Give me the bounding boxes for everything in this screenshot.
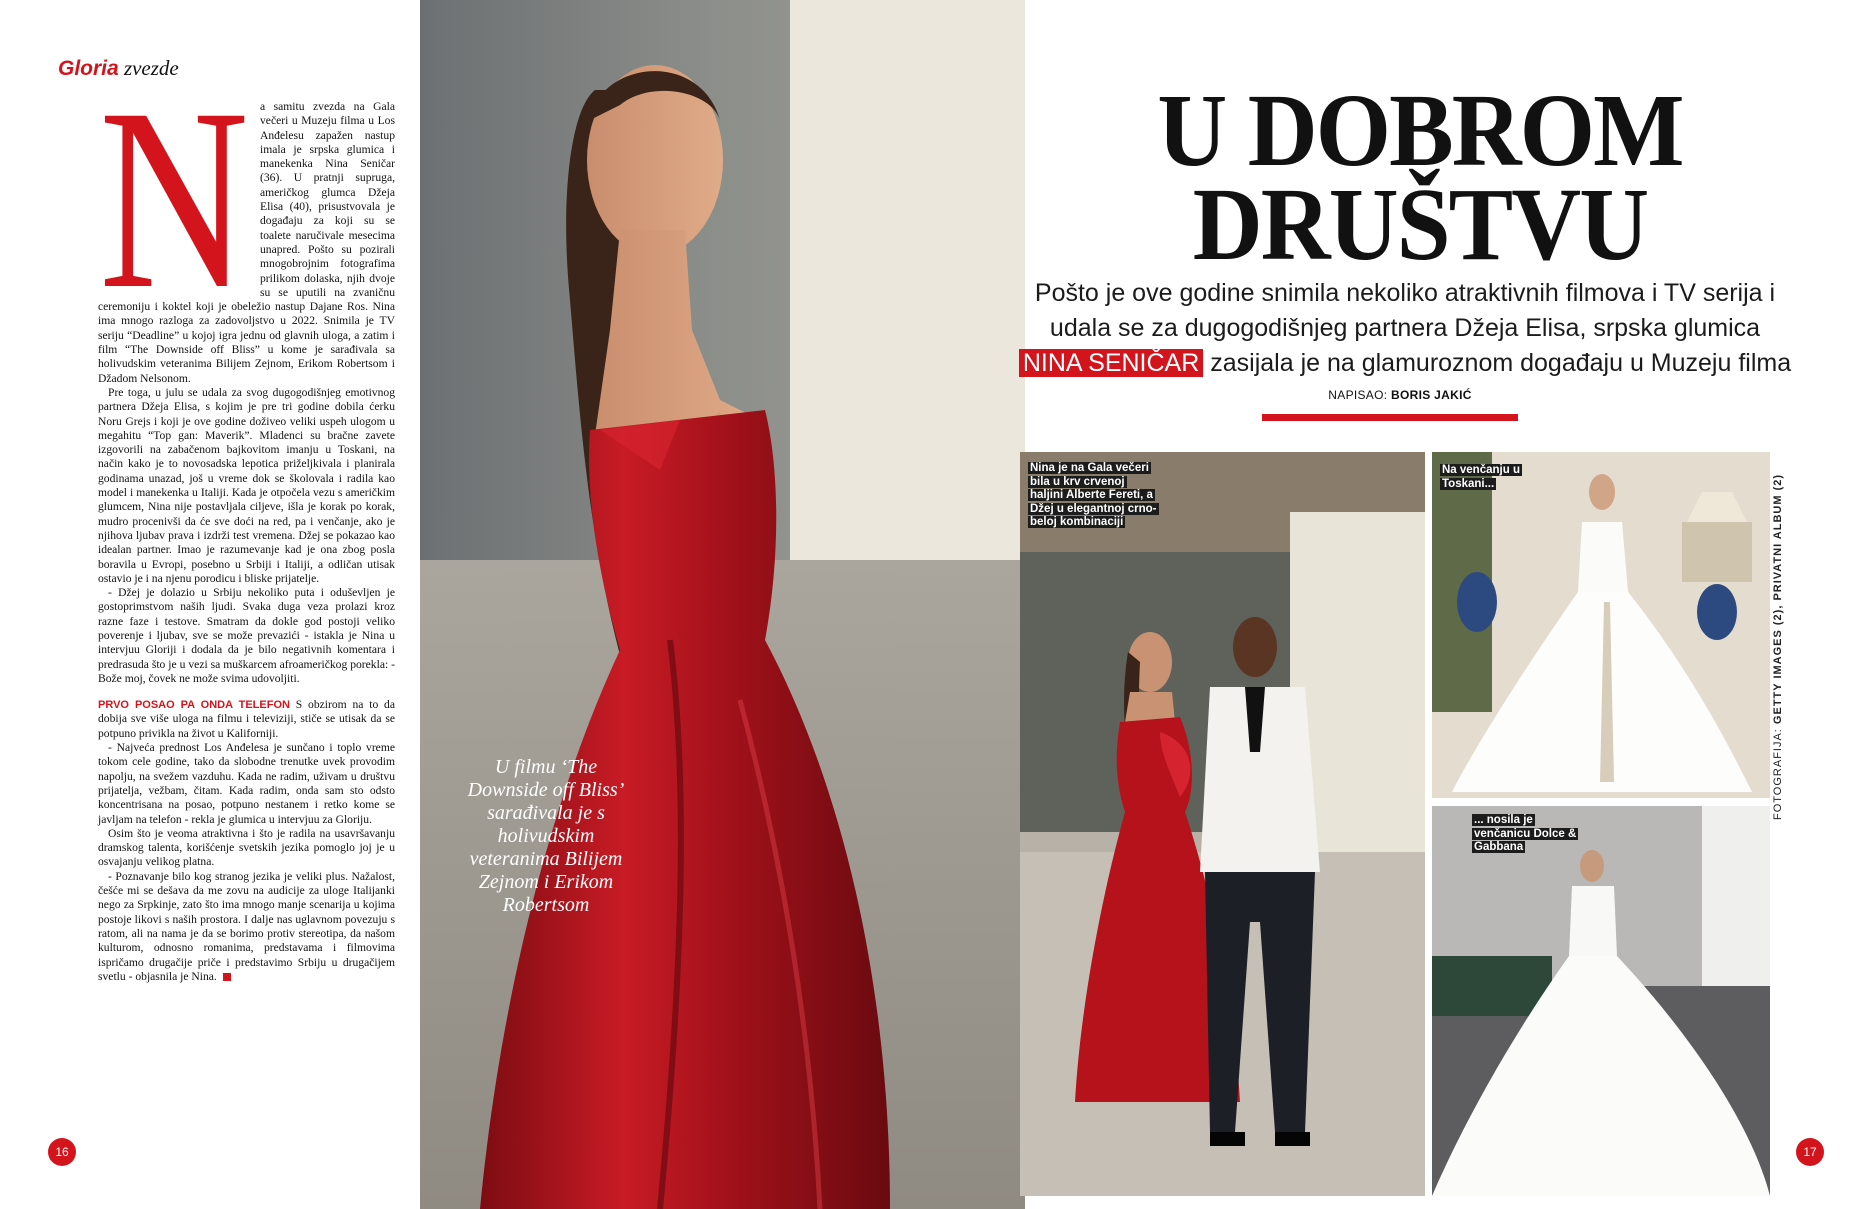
credit-text: GETTY IMAGES (2), PRIVATNI ALBUM (2) — [1772, 473, 1784, 725]
article-paragraph-last: - Poznavanje bilo kog stranog jezika je veliki plus. Nažalost, češće mi se dešava da me zovu na audicije za uloge Italijanki nego za Srpkinje, zato što ima mnogo manje scenarija u kojima postoje likovi s naših prostora. I dalje nas uglavnom povezuju s ratom, ali na nama je da se borimo protiv stereotipa, da našom kulturom, odnosno romanima, predstavama i filmovima ispričamo drugačije priče i predstavimo Srbiju u drugačijem svetlu - objasnila je Nina. — [98, 869, 395, 983]
main-photo-illustration — [420, 0, 1025, 1209]
article-paragraph: Osim što je veoma atraktivna i što je radila na usavršavanju dramskog talenta, korišćenje svetskih jezika pomoglo joj je u osvajanju velikog platna. — [98, 826, 395, 869]
byline — [1250, 388, 1550, 402]
caption-dress — [1472, 814, 1582, 855]
svg-text:N: N — [99, 100, 249, 300]
article-body — [98, 100, 395, 984]
article-paragraph-with-subhead — [98, 698, 395, 741]
caption-wedding-text: Na venčanju u Toskani... — [1442, 464, 1520, 490]
section-name: zvezde — [123, 56, 179, 80]
red-rule — [1262, 414, 1518, 421]
caption-gala-text: Nina je na Gala večeri bila u krv crvenoj haljini Alberte Fereti, a Džej u elegantnoj crno-beloj kombinaciji — [1030, 462, 1157, 528]
page-number-right: 17 — [1796, 1138, 1824, 1166]
page-number-left: 16 — [48, 1138, 76, 1166]
headline — [1122, 73, 1717, 282]
headline-line-2: DRUŠTVU — [1192, 167, 1648, 282]
article-paragraph: Pre toga, u julu se udala za svog dugogodišnjeg emotivnog partnera Džeja Elisa, s kojim je pre tri godine dobila ćerku Noru Grejs i koji je ove godine doživeo veliki uspeh ulogom u megahitu “Top gan: Maverik”. Mladenci su bračne zavete izgovorili na zabačenom bajkovitom imanju u Toskani, na način kako je to novosadska lepotica priželjkivala i planirala godinama unazad, još u vreme dok se školovala i radila kao model i manekenka u Italiji. Kada je otpočela vezu s američkim glumcem, Nina nije postavljala ciljeve, išla je korak po korak, mudro procenivši da će sve doći na red, pa i venčanje, ako je njihova ljubav prava i izdrži test vremena. Džej se pokazao kao idealan partner. Imao je razumevanje kad je ona zbog posla boravila u Evropi, posebno u Srbiji i Italiji, a odličan utisak ostavio je i na njenu porodicu i bliske prijatelje. — [98, 385, 395, 585]
brand-name: Gloria — [58, 57, 119, 80]
article-paragraph — [98, 870, 395, 984]
photo-wedding-tuscany — [1432, 452, 1770, 798]
photo-credit — [1772, 440, 1784, 820]
deck — [1015, 276, 1795, 381]
article-paragraph: S obzirom na to da dobija sve više uloga na filmu i televiziji, stiče se utisak da se potpuno privikla na život u Kaliforniji. — [98, 698, 395, 740]
byline-label: NAPISAO: — [1328, 388, 1388, 402]
headline-line-1: U DOBROM — [1157, 73, 1683, 188]
photo-gala-couple — [1020, 452, 1425, 1196]
article-paragraph: - Džej je dolazio u Srbiju nekoliko puta i oduševljen je gostoprimstvom naših ljudi. Svaka duga veza prolazi kroz razne faze i testove. Smatram da dokle god postoji veliko poverenje i ljubav, sve se može prevazići - istakla je Nina u intervjuu Gloriji i dodala da je bilo negativnih komentara i predrasuda što je u vezi sa muškarcem afroameričkog porekla: - Bože moj, čovek ne može svima udovoljiti. — [98, 586, 395, 685]
subheading: PRVO POSAO PA ONDA TELEFON — [98, 699, 290, 712]
section-header — [58, 56, 179, 81]
drop-cap-letter — [94, 100, 254, 300]
photo-wedding-dress-illustration — [1432, 806, 1770, 1196]
pull-quote: U filmu ‘The Downside off Bliss’ sarađivala je s holivudskim veteranima Bilijem Zejnom i Erikom Robertsom — [467, 756, 625, 916]
article-paragraph: a samitu zvezda na Gala večeri u Muzeju filma u Los Anđelesu zapažen nastup imala je srpska glumica i manekenka Nina Seničar (36). U pratnji supruga, američkog glumca Džeja Elisa (40), prisustvovala je događaju za koji su se toalete naručivale mesecima unapred. Pošto su pozirali mnogobrojnim fotografima prilikom dolaska, njih dvoje su se uputili na zvaničnu ceremoniju i koktel koji je obeležio nastup Dajane Ros. Nina ima mnogo razloga za zadovoljstvo u 2022. Snimila je TV seriju “Deadline” u kojoj igra jednu od glavnih uloga, a zatim i film “The Downside off Bliss” u kome je sarađivala sa holivudskim veteranima Bilijem Zejnom, Erikom Robertsom i Džadom Nelsonom. — [98, 100, 395, 385]
photo-gala-couple-illustration — [1020, 452, 1425, 1196]
byline-author: BORIS JAKIĆ — [1391, 388, 1472, 402]
drop-cap — [94, 100, 254, 300]
caption-dress-text: ... nosila je venčanicu Dolce & Gabbana — [1474, 814, 1577, 853]
credit-label: FOTOGRAFIJA: — [1772, 728, 1784, 820]
deck-highlight-name: NINA SENIČAR — [1019, 349, 1203, 377]
photo-wedding-dress — [1432, 806, 1770, 1196]
photo-wedding-tuscany-illustration — [1432, 452, 1770, 798]
main-photo — [420, 0, 1025, 1209]
deck-text: Pošto je ove godine snimila nekoliko atraktivnih filmova i TV serija i udala se za dugogodišnjeg partnera Džeja Elisa, srpska glumica — [1034, 279, 1776, 342]
caption-gala — [1028, 462, 1158, 530]
caption-wedding — [1440, 464, 1545, 491]
deck-text-end: zasijala je na glamuroznom događaju u Muzeju filma — [1210, 349, 1792, 377]
end-mark — [223, 973, 231, 981]
article-paragraph: - Najveća prednost Los Anđelesa je sunčano i toplo vreme tokom cele godine, tako da slobodne trenutke uvek provodim napolju, na svežem vazduhu. Kada ne radim, uživam u društvu prijatelja, vežbam, čitam. Kada radim, onda sam sto odsto koncentrisana na posao, potpuno nestanem i retko kome se javljam na telefon - rekla je glumica u intervjuu za Gloriju. — [98, 741, 395, 826]
